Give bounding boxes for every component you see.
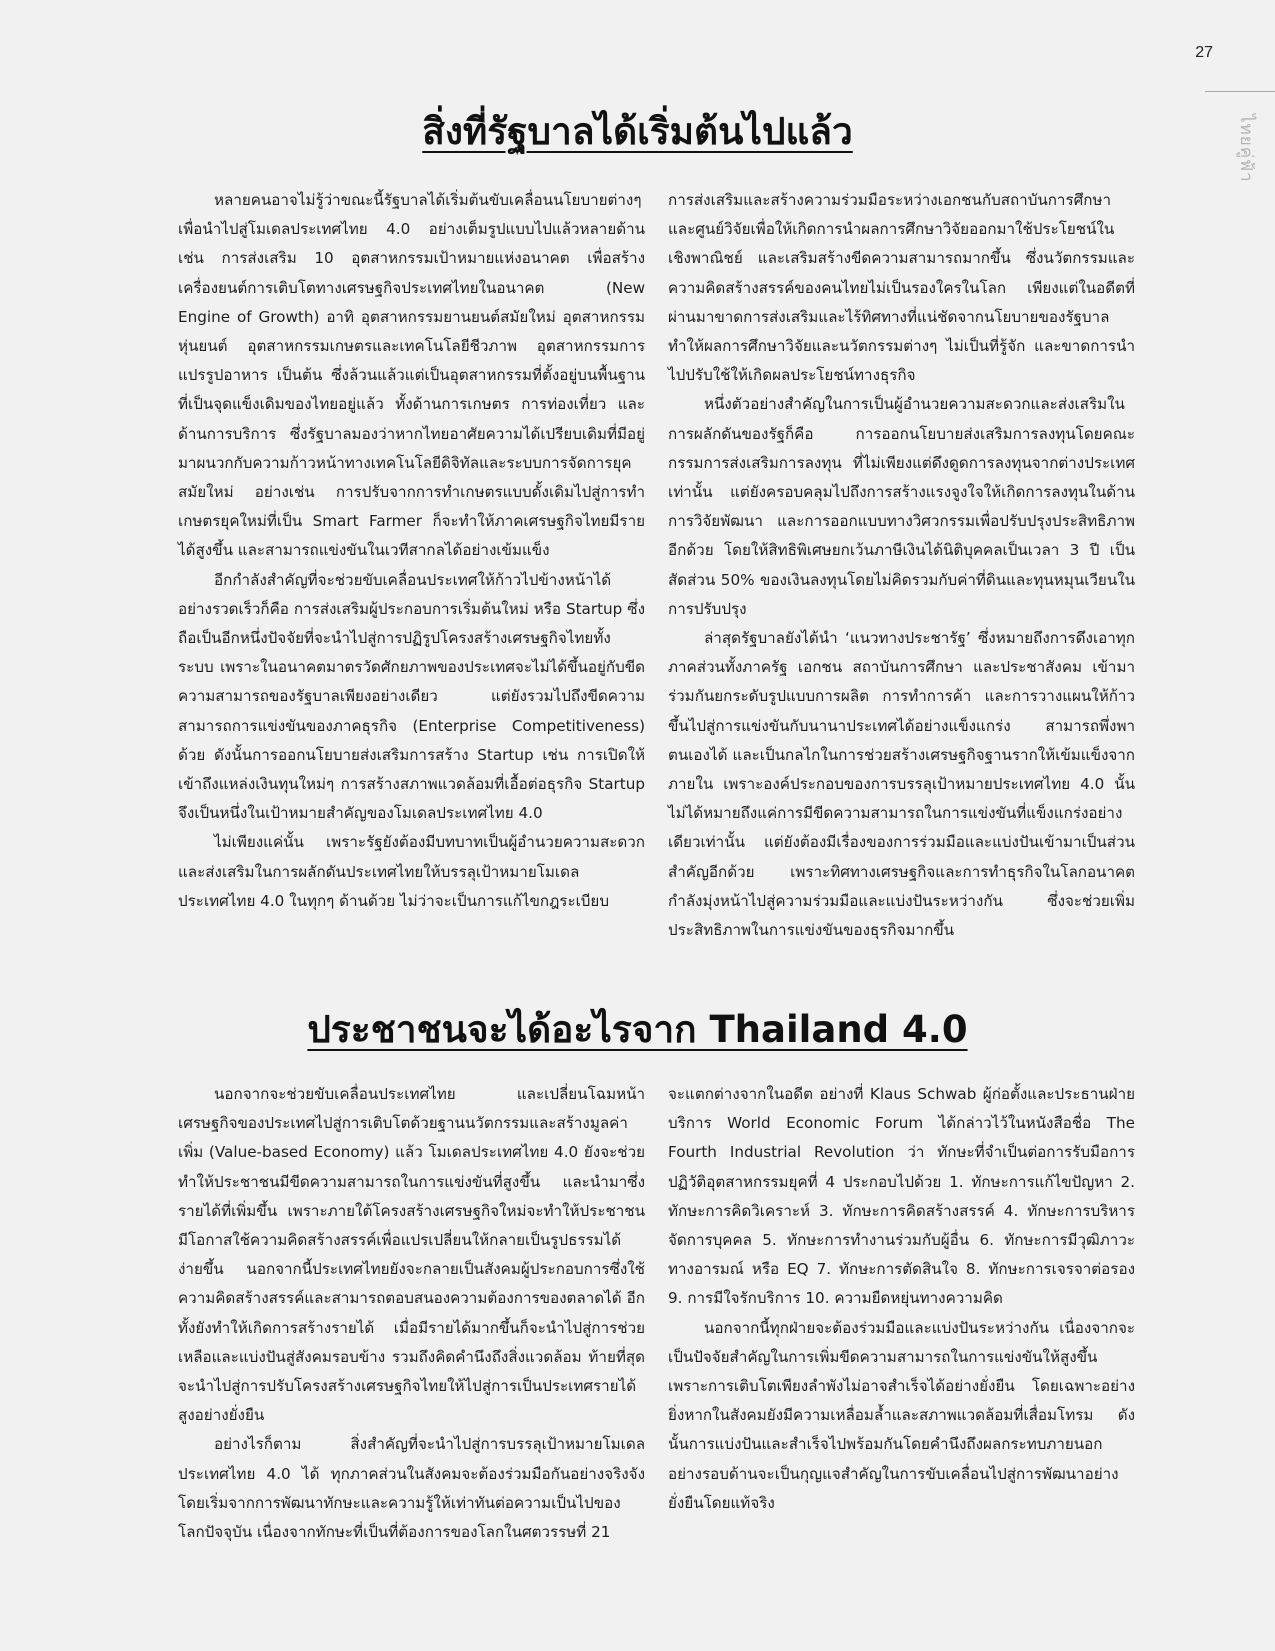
section-title: ประชาชนจะได้อะไรจาก Thailand 4.0 — [307, 1008, 968, 1051]
paragraph: ล่าสุดรัฐบาลยังได้นำ ‘แนวทางประชารัฐ’ ซึ่งหมายถึงการดึงเอาทุกภาคส่วนทั้งภาครัฐ เอกชน สถาบันการศึกษา และประชาสังคม เข้ามาร่วมกันยกระดับรูปแบบการผลิต การทำการค้า และการวางแผนให้ก้าวขึ้นไปสู่การแข่งขันกับนานาประเทศได้อย่างแข็งแกร่ง สามารถพึ่งพาตนเองได้ และเป็นกลไกในการช่วยสร้างเศรษฐกิจฐานรากให้เข้มแข็งจากภายใน เพราะองค์ประกอบของการบรรลุเป้าหมายประเทศไทย 4.0 นั้นไม่ได้หมายถึงแค่การมีขีดความสามารถในการแข่งขันที่แข็งแกร่งอย่างเดียวเท่านั้น แต่ยังต้องมีเรื่องของการร่วมมือและแบ่งปันเข้ามาเป็นส่วนสำคัญอีกด้วย เพราะทิศทางเศรษฐกิจและการทำธุรกิจในโลกอนาคตกำลังมุ่งหน้าไปสู่ความร่วมมือและแบ่งปันระหว่างกัน ซึ่งจะช่วยเพิ่มประสิทธิภาพในการแข่งขันของธุรกิจมากขึ้น — [668, 629, 1135, 940]
paragraph: นอกจากจะช่วยขับเคลื่อนประเทศไทย และเปลี่ยนโฉมหน้าเศรษฐกิจของประเทศไปสู่การเติบโตด้วยฐานนวัตกรรมและสร้างมูลค่าเพิ่ม (Value-based Economy) แล้ว โมเดลประเทศไทย 4.0 ยังจะช่วยทำให้ประชาชนมีขีดความสามารถในการแข่งขันที่สูงขึ้น และนำมาซึ่งรายได้ที่เพิ่มขึ้น เพราะภายใต้โครงสร้างเศรษฐกิจใหม่จะทำให้ประชาชนมีโอกาสใช้ความคิดสร้างสรรค์เพื่อแปรเปลี่ยนให้กลายเป็นรูปธรรมได้ง่ายขึ้น นอกจากนี้ประเทศไทยยังจะกลายเป็นสังคมผู้ประกอบการซึ่งใช้ความคิดสร้างสรรค์และสามารถตอบสนองความต้องการของตลาดได้ อีกทั้งยังทำให้เกิดการสร้างรายได้ เมื่อมีรายได้มากขึ้นก็จะนำไปสู่การช่วยเหลือและแบ่งปันสู่สังคมรอบข้าง รวมถึงคิดคำนึงถึงสิ่งแวดล้อม ท้ายที่สุดจะนำไปสู่การปรับโครงสร้างเศรษฐกิจไทยให้ไปสู่การเป็นประเทศรายได้สูงอย่างยั่งยืน — [178, 1085, 645, 1425]
section2-left-column — [178, 1080, 645, 1547]
paragraph: จะแตกต่างจากในอดีต อย่างที่ Klaus Schwab ผู้ก่อตั้งและประธานฝ่ายบริการ World Economic Forum ได้กล่าวไว้ในหนังสือชื่อ The Fourth Industrial Revolution ว่า ทักษะที่จำเป็นต่อการรับมือการปฏิวัติอุตสาหกรรมยุคที่ 4 ประกอบไปด้วย 1. ทักษะการแก้ไขปัญหา 2. ทักษะการคิดวิเคราะห์ 3. ทักษะการคิดสร้างสรรค์ 4. ทักษะการบริหารจัดการบุคคล 5. ทักษะการทำงานร่วมกับผู้อื่น 6. ทักษะการมีวุฒิภาวะทางอารมณ์ หรือ EQ 7. ทักษะการตัดสินใจ 8. ทักษะการเจรจาต่อรอง 9. การมีใจรักบริการ 10. ความยืดหยุ่นทางความคิด — [668, 1085, 1135, 1308]
section-title: สิ่งที่รัฐบาลได้เริ่มต้นไปแล้ว — [422, 110, 853, 153]
section1-left-column — [178, 186, 645, 916]
paragraph: ไม่เพียงแค่นั้น เพราะรัฐยังต้องมีบทบาทเป็นผู้อำนวยความสะดวกและส่งเสริมในการผลักดันประเทศไทยให้บรรลุเป้าหมายโมเดลประเทศไทย 4.0 ในทุกๆ ด้านด้วย ไม่ว่าจะเป็นการแก้ไขกฎระเบียบ — [178, 833, 645, 910]
section2-right-column — [668, 1080, 1135, 1518]
side-tab-label: ไทยคู่ฟ้า — [1236, 114, 1256, 183]
section1-right-column — [668, 186, 1135, 945]
header-rule — [1205, 91, 1275, 92]
paragraph: หนึ่งตัวอย่างสำคัญในการเป็นผู้อำนวยความสะดวกและส่งเสริมในการผลักดันของรัฐก็คือ การออกนโยบายส่งเสริมการลงทุนโดยคณะกรรมการส่งเสริมการลงทุน ที่ไม่เพียงแต่ดึงดูดการลงทุนจากต่างประเทศเท่านั้น แต่ยังครอบคลุมไปถึงการสร้างแรงจูงใจให้เกิดการลงทุนในด้านการวิจัยพัฒนา และการออกแบบทางวิศวกรรมเพื่อปรับปรุงประสิทธิภาพอีกด้วย โดยให้สิทธิพิเศษยกเว้นภาษีเงินได้นิติบุคคลเป็นเวลา 3 ปี เป็นสัดส่วน 50% ของเงินลงทุนโดยไม่คิดรวมกับค่าที่ดินและทุนหมุนเวียนในการปรับปรุง — [668, 395, 1135, 618]
paragraph: นอกจากนี้ทุกฝ่ายจะต้องร่วมมือและแบ่งปันระหว่างกัน เนื่องจากจะเป็นปัจจัยสำคัญในการเพิ่มขีดความสามารถในการแข่งขันให้สูงขึ้น เพราะการเติบโตเพียงลำพังไม่อาจสำเร็จได้อย่างยั่งยืน โดยเฉพาะอย่างยิ่งหากในสังคมยังมีความเหลื่อมล้ำและสภาพแวดล้อมที่เสื่อมโทรม ดังนั้นการแบ่งปันและสำเร็จไปพร้อมกันโดยคำนึงถึงผลกระทบภายนอกอย่างรอบด้านจะเป็นกุญแจสำคัญในการขับเคลื่อนไปสู่การพัฒนาอย่างยั่งยืนโดยแท้จริง — [668, 1318, 1135, 1512]
page-number: 27 — [1195, 44, 1213, 61]
paragraph: การส่งเสริมและสร้างความร่วมมือระหว่างเอกชนกับสถาบันการศึกษาและศูนย์วิจัยเพื่อให้เกิดการนำผลการศึกษาวิจัยออกมาใช้ประโยชน์ในเชิงพาณิชย์ และเสริมสร้างขีดความสามารถมากขึ้น ซึ่งนวัตกรรมและความคิดสร้างสรรค์ของคนไทยไม่เป็นรองใครในโลก เพียงแต่ในอดีตที่ผ่านมาขาดการส่งเสริมและไร้ทิศทางที่แน่ชัดจากนโยบายของรัฐบาล ทำให้ผลการศึกษาวิจัยและนวัตกรรมต่างๆ ไม่เป็นที่รู้จัก และขาดการนำไปปรับใช้ให้เกิดผลประโยชน์ทางธุรกิจ — [668, 191, 1135, 385]
paragraph: อีกกำลังสำคัญที่จะช่วยขับเคลื่อนประเทศให้ก้าวไปข้างหน้าได้อย่างรวดเร็วก็คือ การส่งเสริมผู้ประกอบการเริ่มต้นใหม่ หรือ Startup ซึ่งถือเป็นอีกหนึ่งปัจจัยที่จะนำไปสู่การปฏิรูปโครงสร้างเศรษฐกิจไทยทั้งระบบ เพราะในอนาคตมาตรวัดศักยภาพของประเทศจะไม่ได้ขึ้นอยู่กับขีดความสามารถของรัฐบาลเพียงอย่างเดียว แต่ยังรวมไปถึงขีดความสามารถการแข่งขันของภาคธุรกิจ (Enterprise Competitiveness) ด้วย ดังนั้นการออกนโยบายส่งเสริมการสร้าง Startup เช่น การเปิดให้เข้าถึงแหล่งเงินทุนใหม่ๆ การสร้างสภาพแวดล้อมที่เอื้อต่อธุรกิจ Startup จึงเป็นหนึ่งในเป้าหมายสำคัญของโมเดลประเทศไทย 4.0 — [178, 570, 645, 823]
paragraph: หลายคนอาจไม่รู้ว่าขณะนี้รัฐบาลได้เริ่มต้นขับเคลื่อนนโยบายต่างๆ เพื่อนำไปสู่โมเดลประเทศไทย 4.0 อย่างเต็มรูปแบบไปแล้วหลายด้าน เช่น การส่งเสริม 10 อุตสาหกรรมเป้าหมายแห่งอนาคต เพื่อสร้างเครื่องยนต์การเติบโตทางเศรษฐกิจประเทศไทยในอนาคต (New Engine of Growth) อาทิ อุตสาหกรรมยานยนต์สมัยใหม่ อุตสาหกรรมหุ่นยนต์ อุตสาหกรรมเกษตรและเทคโนโลยีชีวภาพ อุตสาหกรรมการแปรรูปอาหาร เป็นต้น ซึ่งล้วนแล้วแต่เป็นอุตสาหกรรมที่ตั้งอยู่บนพื้นฐานที่เป็นจุดแข็งเดิมของไทยอยู่แล้ว ทั้งด้านการเกษตร การท่องเที่ยว และด้านการบริการ ซึ่งรัฐบาลมองว่าหากไทยอาศัยความได้เปรียบเดิมที่มีอยู่ มาผนวกกับความก้าวหน้าทางเทคโนโลยีดิจิทัลและระบบการจัดการยุคสมัยใหม่ อย่างเช่น การปรับจากการทำเกษตรแบบดั้งเดิมไปสู่การทำเกษตรยุคใหม่ที่เป็น Smart Farmer ก็จะทำให้ภาคเศรษฐกิจไทยมีรายได้สูงขึ้น และสามารถแข่งขันในเวทีสากลได้อย่างเข้มแข็ง — [178, 191, 645, 560]
paragraph: อย่างไรก็ตาม สิ่งสำคัญที่จะนำไปสู่การบรรลุเป้าหมายโมเดลประเทศไทย 4.0 ได้ ทุกภาคส่วนในสังคมจะต้องร่วมมือกันอย่างจริงจังโดยเริ่มจากการพัฒนาทักษะและความรู้ให้เท่าทันต่อความเป็นไปของโลกปัจจุบัน เนื่องจากทักษะที่เป็นที่ต้องการของโลกในศตวรรษที่ 21 — [178, 1435, 645, 1542]
